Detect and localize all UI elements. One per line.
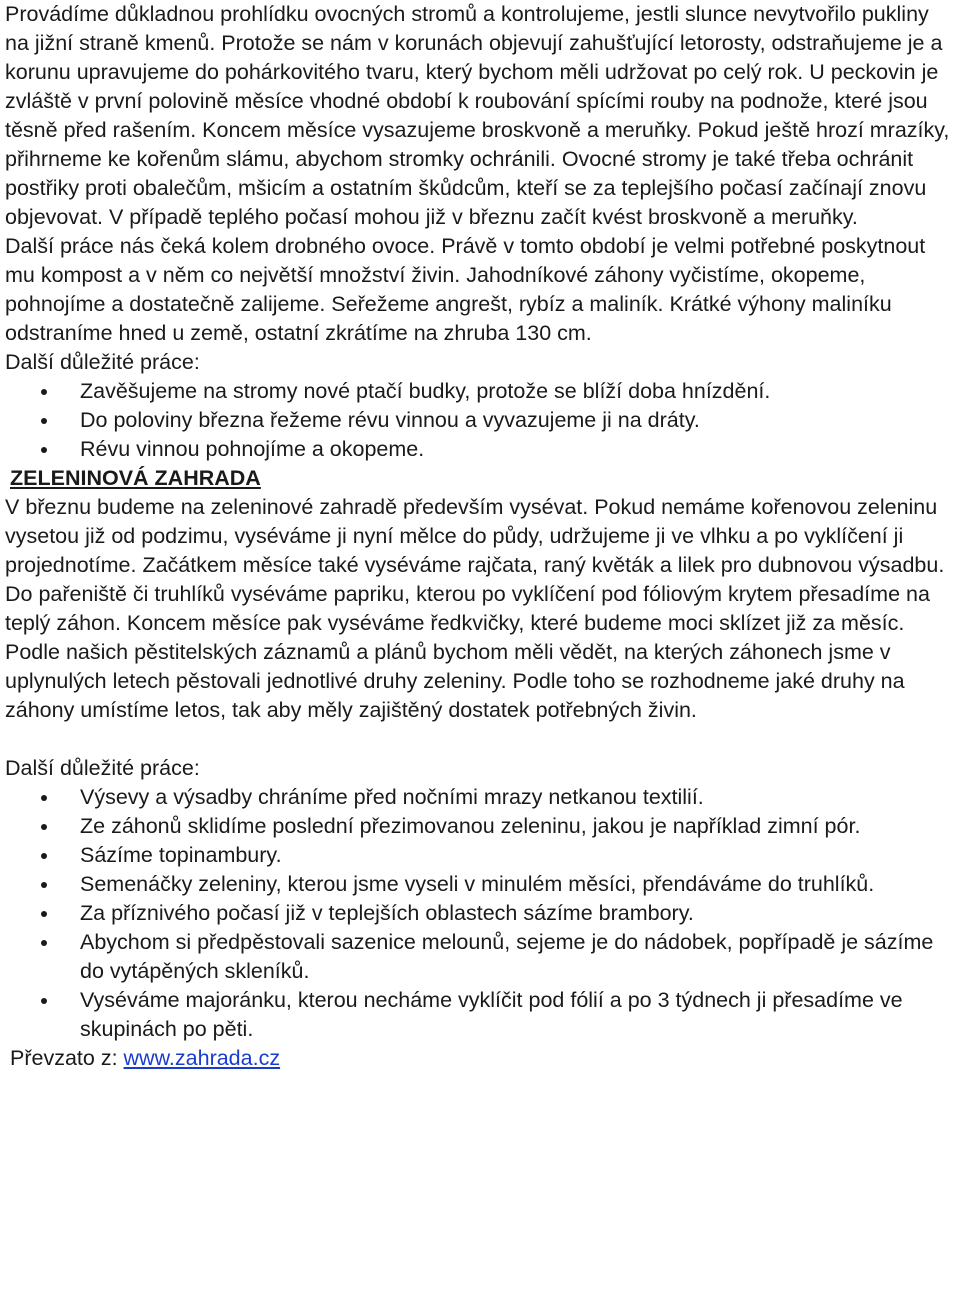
list-item-text: Semenáčky zeleniny, kterou jsme vyseli v minulém měsíci, přendáváme do truhlíků.	[80, 872, 875, 896]
list-item	[5, 899, 955, 928]
bullet-icon	[41, 389, 47, 395]
list-item	[5, 377, 955, 406]
list-item-text: Zavěšujeme na stromy nové ptačí budky, protože se blíží doba hnízdění.	[80, 379, 771, 403]
list-item	[5, 928, 955, 986]
list-item	[5, 986, 955, 1044]
spacer	[5, 725, 955, 754]
small-fruit-paragraph: Další práce nás čeká kolem drobného ovoce. Právě v tomto období je velmi potřebné poskytnout mu kompost a v něm co největší množství živin. Jahodníkové záhony vyčistíme, okopeme, pohnojíme a dostatečně zalijeme. Seřežeme angrešt, rybíz a maliník. Krátké výhony maliníku odstraníme hned u země, ostatní zkrátíme na zhruba 130 cm.	[5, 234, 926, 345]
list-item-text: Abychom si předpěstovali sazenice melounů, sejeme je do nádobek, popřípadě je sázíme do vytápěných skleníků.	[80, 930, 934, 983]
list-item-text: Sázíme topinambury.	[80, 843, 282, 867]
list-item-text: Vyséváme majoránku, kterou necháme vyklíčit pod fólií a po 3 týdnech ji přesadíme ve skupinách po pěti.	[80, 988, 903, 1041]
intro-paragraph: Provádíme důkladnou prohlídku ovocných stromů a kontrolujeme, jestli slunce nevytvořilo pukliny na jižní straně kmenů. Protože se nám v korunách objevují zahušťující letorosty, odstraňujeme je a korunu upravujeme do pohárkovitého tvaru, který bychom měli udržovat po celý rok. U peckovin je zvláště v první polovině měsíce vhodné období k roubování spícími rouby na podnože, které jsou těsně před rašením. Koncem měsíce vysazujeme broskvoně a meruňky. Pokud ještě hrozí mrazíky, přihrneme ke kořenům slámu, abychom stromky ochránili. Ovocné stromy je také třeba ochránit postřiky proti obalečům, mšicím a ostatním škůdcům, kteří se za teplejšího počasí začínají znovu objevovat. V případě teplého počasí mohou již v březnu začít kvést broskvoně a meruňky.	[5, 2, 950, 229]
bullet-icon	[41, 447, 47, 453]
vegetable-paragraph-2: Podle našich pěstitelských záznamů a plánů bychom měli vědět, na kterých záhonech jsme v uplynulých letech pěstovali jednotlivé druhy zeleniny. Podle toho se rozhodneme jaké druhy na záhony umístíme letos, tak aby měly zajištěný dostatek potřebných živin.	[5, 640, 905, 722]
source-line	[5, 1044, 955, 1073]
orchard-tasks-heading: Další důležité práce:	[5, 350, 200, 374]
list-item	[5, 812, 955, 841]
bullet-icon	[41, 998, 47, 1004]
bullet-icon	[41, 882, 47, 888]
bullet-icon	[41, 853, 47, 859]
bullet-icon	[41, 795, 47, 801]
list-item-text: Do poloviny března řežeme révu vinnou a vyvazujeme ji na dráty.	[80, 408, 700, 432]
list-item-text: Révu vinnou pohnojíme a okopeme.	[80, 437, 425, 461]
list-item-text: Výsevy a výsadby chráníme před nočními mrazy netkanou textilií.	[80, 785, 704, 809]
list-item	[5, 870, 955, 899]
vegetable-tasks-list	[5, 783, 955, 1044]
vegetable-paragraph-1: V březnu budeme na zeleninové zahradě především vysévat. Pokud nemáme kořenovou zeleninu vysetou již od podzimu, vyséváme ji nyní mělce do půdy, udržujeme ji ve vlhku a po vyklíčení ji projednotíme. Začátkem měsíce také vyséváme rajčata, raný květák a lilek pro dubnovou výsadbu. Do pařeniště či truhlíků vyséváme papriku, kterou po vyklíčení pod fóliovým krytem přesadíme na teplý záhon. Koncem měsíce pak vyséváme ředkvičky, které budeme moci sklízet již za měsíc.	[5, 495, 945, 635]
bullet-icon	[41, 418, 47, 424]
source-label: Převzato z:	[10, 1046, 118, 1070]
bullet-icon	[41, 911, 47, 917]
orchard-tasks-list	[5, 377, 955, 464]
list-item	[5, 435, 955, 464]
bullet-icon	[41, 824, 47, 830]
bullet-icon	[41, 940, 47, 946]
vegetable-tasks-heading: Další důležité práce:	[5, 756, 200, 780]
list-item-text: Za příznivého počasí již v teplejších oblastech sázíme brambory.	[80, 901, 694, 925]
list-item	[5, 406, 955, 435]
document-page	[5, 0, 955, 1073]
source-link[interactable]: www.zahrada.cz	[123, 1046, 281, 1070]
list-item	[5, 841, 955, 870]
list-item-text: Ze záhonů sklidíme poslední přezimovanou zeleninu, jakou je například zimní pór.	[80, 814, 861, 838]
section-heading: ZELENINOVÁ ZAHRADA	[10, 466, 261, 490]
list-item	[5, 783, 955, 812]
